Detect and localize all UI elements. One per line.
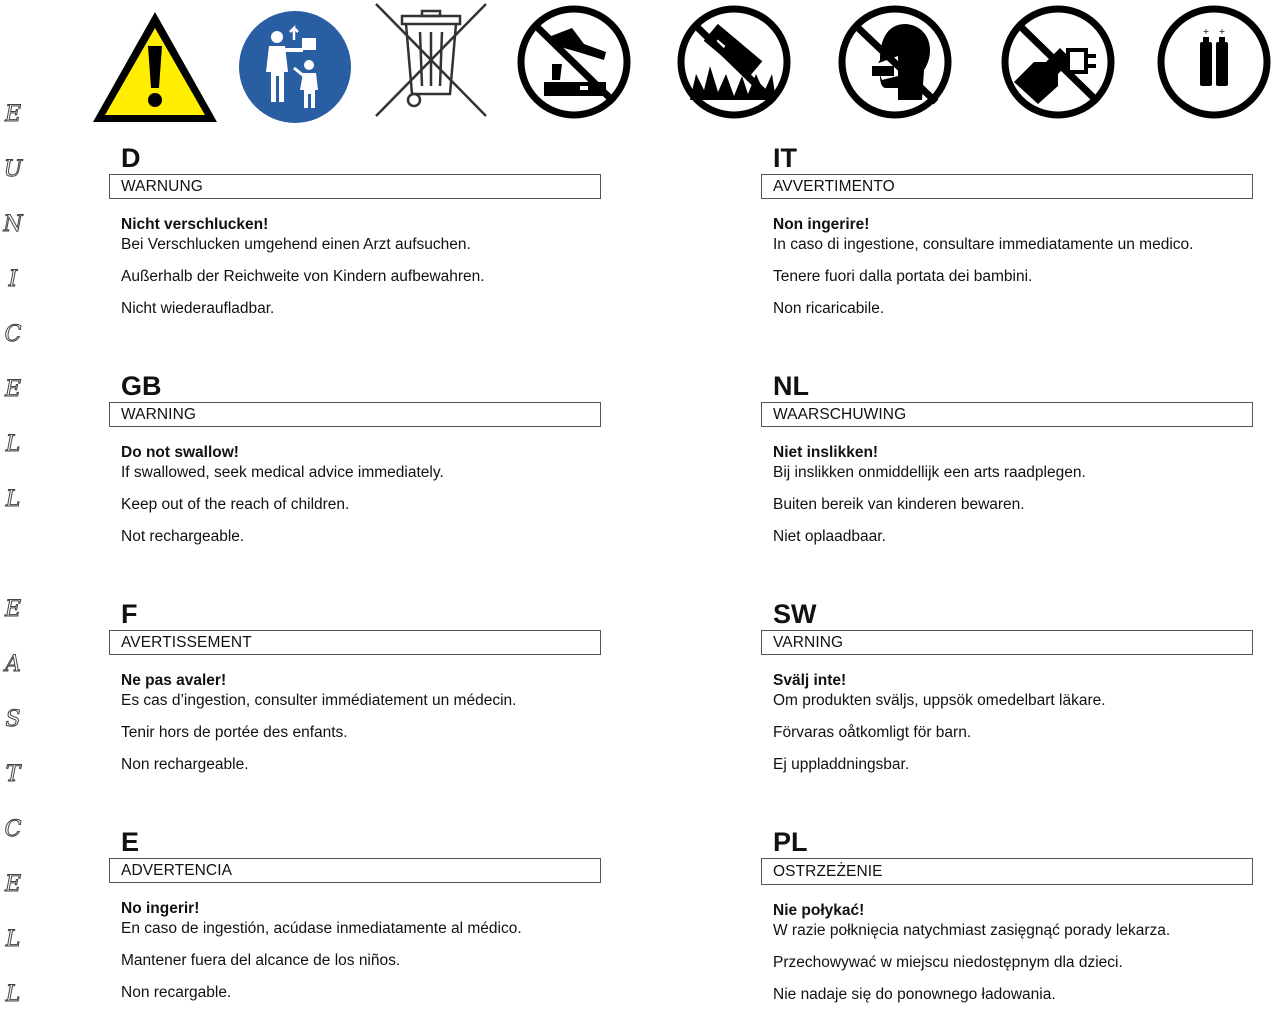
warning-heading-box: ADVERTENCIA xyxy=(109,858,601,883)
swallow-warning: Nicht verschlucken! xyxy=(121,216,269,233)
batteries-icon xyxy=(1156,4,1272,120)
side-letter: L xyxy=(5,927,21,952)
children-warning: Mantener fuera del alcance de los niños. xyxy=(121,952,401,969)
recharge-warning: Non rechargeable. xyxy=(121,756,249,773)
children-warning: Förvaras oåtkomligt för barn. xyxy=(773,724,972,741)
medical-advice: En caso de ingestión, acúdase inmediatamente al médico. xyxy=(121,920,522,937)
no-fire-icon xyxy=(676,4,792,120)
language-code: SW xyxy=(773,599,817,629)
side-letter: A xyxy=(5,652,21,677)
section-sw xyxy=(761,598,1253,775)
swallow-warning: Niet inslikken! xyxy=(773,444,879,461)
section-it xyxy=(761,142,1253,319)
children-warning: Außerhalb der Reichweite von Kindern aufbewahren. xyxy=(121,268,485,285)
warning-body xyxy=(773,443,1253,547)
language-code: F xyxy=(121,599,138,629)
side-letter: T xyxy=(5,762,21,787)
warning-heading-box: VARNING xyxy=(761,630,1253,655)
recharge-warning: Nicht wiederaufladbar. xyxy=(121,300,275,317)
svg-text:+: + xyxy=(1218,27,1226,36)
children-warning: Tenir hors de portée des enfants. xyxy=(121,724,348,741)
language-code: NL xyxy=(773,371,809,401)
children-warning: Keep out of the reach of children. xyxy=(121,496,350,513)
icon-row xyxy=(0,0,1274,130)
recharge-warning: Niet oplaadbaar. xyxy=(773,528,886,545)
keep-away-from-children-icon xyxy=(238,10,352,124)
warning-heading-box: WARNING xyxy=(109,402,601,427)
warning-body xyxy=(773,901,1253,1005)
side-letter: C xyxy=(4,322,22,347)
children-warning: Przechowywać w miejscu niedostępnym dla dzieci. xyxy=(773,954,1123,971)
children-warning: Tenere fuori dalla portata dei bambini. xyxy=(773,268,1033,285)
side-letter: S xyxy=(5,707,21,732)
recharge-warning: Non recargable. xyxy=(121,984,232,1001)
swallow-warning: Svälj inte! xyxy=(773,672,847,689)
language-code: D xyxy=(121,143,141,173)
warning-heading-box: AVERTISSEMENT xyxy=(109,630,601,655)
swallow-warning: Do not swallow! xyxy=(121,444,239,461)
language-code: PL xyxy=(773,827,808,857)
section-de xyxy=(109,142,601,319)
medical-advice: Es cas d’ingestion, consulter immédiatement un médecin. xyxy=(121,692,517,709)
section-pl xyxy=(761,826,1253,1005)
medical-advice: In caso di ingestione, consultare immediatamente un medico. xyxy=(773,236,1194,253)
swallow-warning: Ne pas avaler! xyxy=(121,672,227,689)
medical-advice: Om produkten sväljs, uppsök omedelbart läkare. xyxy=(773,692,1106,709)
side-letter: L xyxy=(5,982,21,1007)
side-letter: U xyxy=(3,157,23,182)
side-letter: E xyxy=(4,102,22,127)
warning-heading-box: OSTRZEŻENIE xyxy=(761,858,1253,885)
medical-advice: Bij inslikken onmiddellijk een arts raadplegen. xyxy=(773,464,1086,481)
warning-body xyxy=(773,215,1253,319)
warning-heading-box: WAARSCHUWING xyxy=(761,402,1253,427)
side-letter: E xyxy=(4,377,22,402)
language-code: E xyxy=(121,827,140,857)
side-letter: E xyxy=(4,872,22,897)
side-letter: L xyxy=(5,432,21,457)
recharge-warning: Nie nadaje się do ponownego ładowania. xyxy=(773,986,1056,1003)
recharge-warning: Not rechargeable. xyxy=(121,528,245,545)
warning-body xyxy=(121,215,601,319)
crossed-out-bin-icon xyxy=(372,2,490,118)
warning-heading-box: AVVERTIMENTO xyxy=(761,174,1253,199)
warning-body xyxy=(121,443,601,547)
no-crushing-icon xyxy=(516,4,632,120)
medical-advice: W razie połknięcia natychmiast zasięgnąć porady lekarza. xyxy=(773,922,1171,939)
side-letter: C xyxy=(4,817,22,842)
recharge-warning: Ej uppladdningsbar. xyxy=(773,756,910,773)
children-warning: Buiten bereik van kinderen bewaren. xyxy=(773,496,1025,513)
language-code: IT xyxy=(773,143,797,173)
warning-body xyxy=(773,671,1253,775)
swallow-warning: No ingerir! xyxy=(121,900,200,917)
medical-advice: Bei Verschlucken umgehend einen Arzt aufsuchen. xyxy=(121,236,471,253)
svg-text:+: + xyxy=(1202,27,1210,36)
language-code: GB xyxy=(121,371,162,401)
section-es xyxy=(109,826,601,1003)
warning-body xyxy=(121,899,601,1003)
section-fr xyxy=(109,598,601,775)
medical-advice: If swallowed, seek medical advice immediately. xyxy=(121,464,444,481)
warning-triangle-icon xyxy=(89,8,221,126)
section-gb xyxy=(109,370,601,547)
no-charging-icon xyxy=(1000,4,1116,120)
swallow-warning: Non ingerire! xyxy=(773,216,870,233)
side-letter: L xyxy=(5,487,21,512)
section-nl xyxy=(761,370,1253,547)
warning-heading-box: WARNUNG xyxy=(109,174,601,199)
side-letter: N xyxy=(3,212,23,237)
side-letter: I xyxy=(8,267,18,292)
warning-body xyxy=(121,671,601,775)
no-swallowing-icon xyxy=(836,4,954,120)
side-letter: E xyxy=(4,597,22,622)
recharge-warning: Non ricaricabile. xyxy=(773,300,885,317)
swallow-warning: Nie połykać! xyxy=(773,902,865,919)
